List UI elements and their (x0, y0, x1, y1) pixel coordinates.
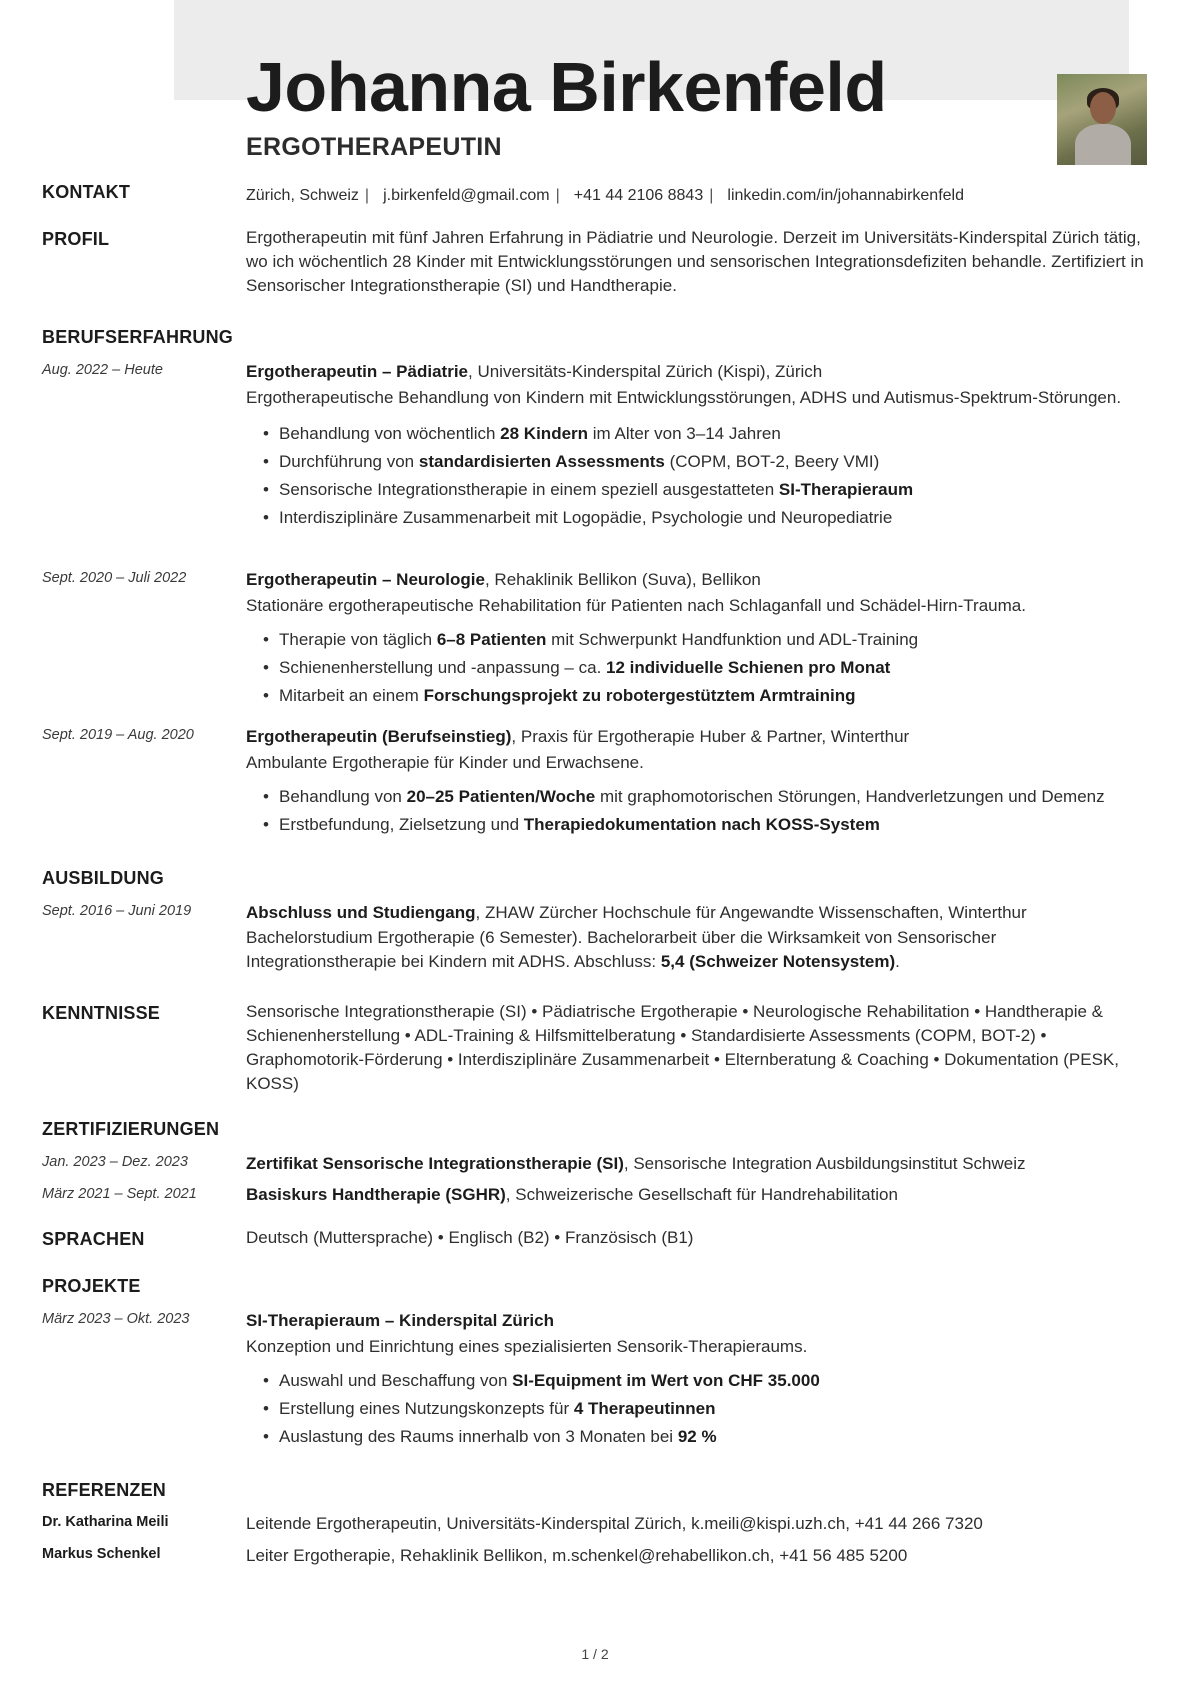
certification-entry: Zertifikat Sensorische Integrationstherapie (SI), Sensorische Integration Ausbildungsinstitut Schweiz (246, 1154, 1026, 1173)
education-entry (246, 901, 1151, 974)
list-item: • Auslastung des Raums innerhalb von 3 Monaten bei 92 % (263, 1423, 1151, 1451)
job-place: , Rehaklinik Bellikon (Suva), Bellikon (484, 570, 761, 589)
section-label-kontakt: KONTAKT (42, 182, 131, 202)
reference-info: Leiter Ergotherapie, Rehaklinik Bellikon, m.schenkel@rehabellikon.ch, +41 56 485 5200 (246, 1546, 908, 1565)
list-item: • Behandlung von 20–25 Patienten/Woche mit graphomotorischen Störungen, Handverletzungen und Demenz (263, 783, 1151, 811)
job-description: Stationäre ergotherapeutische Rehabilitation für Patienten nach Schlaganfall und Schädel-Hirn-Trauma. (246, 596, 1026, 615)
skills-text: Sensorische Integrationstherapie (SI) • Pädiatrische Ergotherapie • Neurologische Rehabilitation • Handtherapie & Schienenherstellung • ADL-Training & Hilfsmittelberatung • Standardisierte Assessments (COPM, BOT-2) • Graphomotorik-Förderung • Interdisziplinäre Zusammenarbeit • Elternberatung & Coaching • Dokumentation (PESK, KOSS) (246, 1002, 1119, 1093)
section-label-zertifizierungen: ZERTIFIZIERUNGEN (42, 1119, 220, 1139)
job-date: Aug. 2022 – Heute (42, 362, 163, 378)
list-item: • Mitarbeit an einem Forschungsprojekt zu robotergestütztem Armtraining (263, 682, 1151, 710)
list-item: • Therapie von täglich 6–8 Patienten mit Schwerpunkt Handfunktion und ADL-Training (263, 626, 1151, 654)
project-description: Konzeption und Einrichtung eines spezialisierten Sensorik-Therapieraums. (246, 1337, 808, 1356)
profile-photo (1057, 74, 1147, 165)
project-bullets (263, 1367, 1151, 1451)
list-item: • Sensorische Integrationstherapie in einem speziell ausgestatteten SI-Therapieraum (263, 476, 1151, 504)
list-item: • Durchführung von standardisierten Assessments (COPM, BOT-2, Beery VMI) (263, 448, 1151, 476)
list-item: • Interdisziplinäre Zusammenarbeit mit Logopädie, Psychologie und Neuropediatrie (263, 504, 1151, 532)
job-role: Ergotherapeutin – Pädiatrie (246, 362, 468, 381)
reference-name: Markus Schenkel (42, 1546, 161, 1562)
job-description: Ergotherapeutische Behandlung von Kindern mit Entwicklungsstörungen, ADHS und Autismus-Spektrum-Störungen. (246, 388, 1122, 407)
section-label-sprachen: SPRACHEN (42, 1229, 145, 1249)
education-description: Bachelorstudium Ergotherapie (6 Semester). Bachelorarbeit über die Wirksamkeit von Sensorischer Integrationstherapie bei Kindern mit ADHS. Abschluss: 5,4 (Schweizer Notensystem). (246, 928, 997, 971)
project-title: SI-Therapieraum – Kinderspital Zürich (246, 1311, 554, 1330)
job-bullets (263, 420, 1151, 532)
project-date: März 2023 – Okt. 2023 (42, 1311, 190, 1327)
list-item: • Auswahl und Beschaffung von SI-Equipment im Wert von CHF 35.000 (263, 1367, 1151, 1395)
job-role: Ergotherapeutin (Berufseinstieg) (246, 727, 512, 746)
job-description: Ambulante Ergotherapie für Kinder und Erwachsene. (246, 753, 644, 772)
list-item: • Erstellung eines Nutzungskonzepts für 4 Therapeutinnen (263, 1395, 1151, 1423)
contact-line: Zürich, Schweiz | j.birkenfeld@gmail.com | +41 44 2106 8843 | linkedin.com/in/johannabirkenfeld (246, 185, 1151, 207)
education-school: , ZHAW Zürcher Hochschule für Angewandte Wissenschaften, Winterthur (475, 903, 1027, 922)
languages-text: Deutsch (Muttersprache) • Englisch (B2) • Französisch (B1) (246, 1228, 694, 1247)
education-date: Sept. 2016 – Juni 2019 (42, 903, 192, 919)
certification-date: März 2021 – Sept. 2021 (42, 1186, 197, 1202)
job-bullets (263, 626, 1151, 710)
job-entry (246, 360, 1151, 532)
page-number: 1 / 2 (581, 1646, 609, 1662)
job-role: Ergotherapeutin – Neurologie (246, 570, 485, 589)
section-label-kenntnisse: KENNTNISSE (42, 1003, 161, 1023)
profile-text: Ergotherapeutin mit fünf Jahren Erfahrung in Pädiatrie und Neurologie. Derzeit im Universitäts-Kinderspital Zürich tätig, wo ich wöchentlich 28 Kinder mit Entwicklungsstörungen und sensorischen Integrationsdefiziten behandle. Zertifiziert in Sensorischer Integrationstherapie (SI) und Handtherapie. (246, 228, 1144, 295)
project-entry (246, 1309, 1151, 1451)
section-label-berufserfahrung: BERUFSERFAHRUNG (42, 327, 234, 347)
job-place: , Praxis für Ergotherapie Huber & Partner, Winterthur (511, 727, 910, 746)
section-label-referenzen: REFERENZEN (42, 1480, 167, 1500)
job-entry (246, 725, 1151, 839)
job-date: Sept. 2019 – Aug. 2020 (42, 727, 194, 743)
job-date: Sept. 2020 – Juli 2022 (42, 570, 187, 586)
section-label-ausbildung: AUSBILDUNG (42, 868, 164, 888)
contact-phone[interactable]: +41 44 2106 8843 (573, 187, 704, 204)
job-entry (246, 568, 1151, 710)
section-label-profil: PROFIL (42, 229, 110, 249)
reference-name: Dr. Katharina Meili (42, 1514, 169, 1530)
certification-date: Jan. 2023 – Dez. 2023 (42, 1154, 188, 1170)
job-place: , Universitäts-Kinderspital Zürich (Kispi), Zürich (468, 362, 823, 381)
education-degree: Abschluss und Studiengang (246, 903, 476, 922)
list-item: • Behandlung von wöchentlich 28 Kindern im Alter von 3–14 Jahren (263, 420, 1151, 448)
candidate-name: Johanna Birkenfeld (246, 48, 887, 126)
candidate-title: ERGOTHERAPEUTIN (246, 133, 502, 161)
section-label-projekte: PROJEKTE (42, 1276, 141, 1296)
contact-linkedin[interactable]: linkedin.com/in/johannabirkenfeld (727, 187, 964, 204)
contact-email[interactable]: j.birkenfeld@gmail.com (383, 187, 550, 204)
list-item: • Erstbefundung, Zielsetzung und Therapiedokumentation nach KOSS-System (263, 811, 1151, 839)
certification-entry: Basiskurs Handtherapie (SGHR), Schweizerische Gesellschaft für Handrehabilitation (246, 1185, 898, 1204)
list-item: • Schienenherstellung und -anpassung – ca. 12 individuelle Schienen pro Monat (263, 654, 1151, 682)
reference-info: Leitende Ergotherapeutin, Universitäts-Kinderspital Zürich, k.meili@kispi.uzh.ch, +41 44 266 7320 (246, 1514, 983, 1533)
job-bullets (263, 783, 1151, 839)
contact-location: Zürich, Schweiz (246, 187, 359, 204)
